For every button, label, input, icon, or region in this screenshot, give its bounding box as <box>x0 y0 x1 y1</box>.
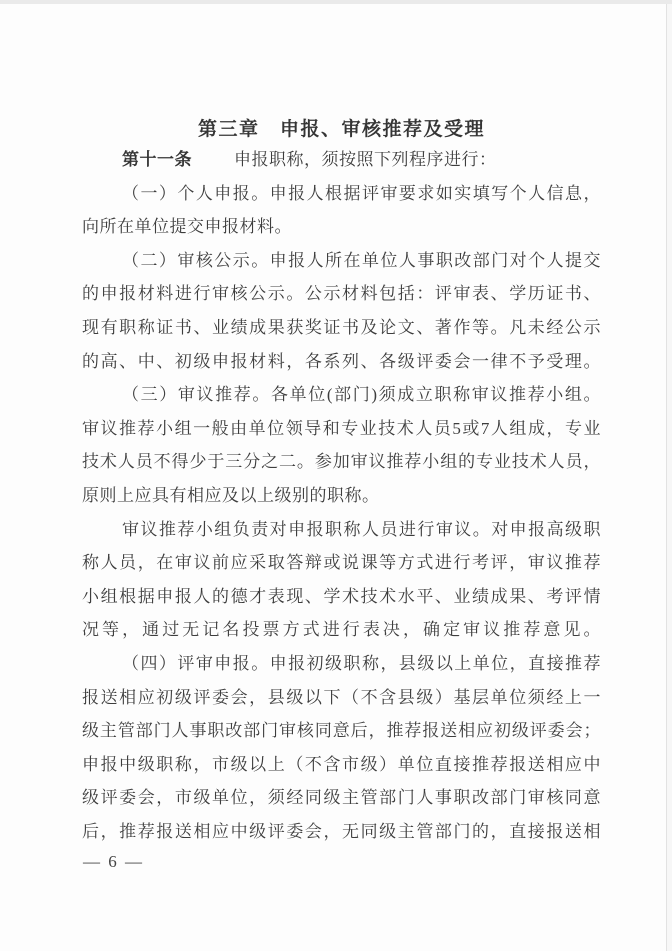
text-line: （一）个人申报。申报人根据评审要求如实填写个人信息， <box>122 183 601 203</box>
document-content <box>82 117 601 848</box>
text-line: 申报中级职称，市级以上（不含市级）单位直接推荐报送相应中 <box>82 754 601 774</box>
text-line: 况等，通过无记名投票方式进行表决，确定审议推荐意见。 <box>82 620 601 640</box>
text-line: 级评委会，市级单位，须经同级主管部门人事职改部门审核同意 <box>82 788 601 808</box>
text-line: 现有职称证书、业绩成果获奖证书及论文、著作等。凡未经公示 <box>82 317 601 337</box>
text-line: （二）审核公示。申报人所在单位人事职改部门对个人提交 <box>122 250 601 270</box>
text-line: 称人员，在审议前应采取答辩或说课等方式进行考评，审议推荐 <box>82 553 601 573</box>
text-line: 原则上应具有相应及以上级别的职称。 <box>82 485 380 505</box>
text-line: （三）审议推荐。各单位(部门)须成立职称审议推荐小组。 <box>122 385 601 405</box>
text-line: 后，推荐报送相应中级评委会，无同级主管部门的，直接报送相 <box>82 821 601 841</box>
scan-margin-right <box>667 0 672 951</box>
text-line: 级主管部门人事职改部门审核同意后，推荐报送相应初级评委会； <box>82 721 601 741</box>
text-line: 审议推荐小组负责对申报职称人员进行审议。对申报高级职 <box>122 519 601 539</box>
document-body <box>82 143 601 848</box>
scan-strip-top <box>0 0 672 4</box>
text-line: （四）评审申报。申报初级职称，县级以上单位，直接推荐 <box>122 653 601 673</box>
text-line: 审议推荐小组一般由单位领导和专业技术人员5或7人组成，专业 <box>82 418 601 438</box>
text-line: 技术人员不得少于三分之二。参加审议推荐小组的专业技术人员， <box>82 452 601 472</box>
article-intro-text: 申报职称，须按照下列程序进行： <box>234 150 497 169</box>
chapter-title: 第三章 申报、审核推荐及受理 <box>197 119 485 140</box>
text-line: 的申报材料进行审核公示。公示材料包括：评审表、学历证书、 <box>82 284 601 304</box>
article-number-label: 第十一条 <box>122 150 192 169</box>
text-line: 的高、中、初级申报材料，各系列、各级评委会一律不予受理。 <box>82 351 601 371</box>
text-line: 向所在单位提交申报材料。 <box>82 217 292 237</box>
page-edge-line <box>666 0 667 951</box>
article-heading-line <box>82 143 601 177</box>
text-line: 报送相应初级评委会，县级以下（不含县级）基层单位须经上一 <box>82 687 601 707</box>
page-number: — 6 — <box>83 852 144 871</box>
text-line: 小组根据申报人的德才表现、学术技术水平、业绩成果、考评情 <box>82 586 601 606</box>
